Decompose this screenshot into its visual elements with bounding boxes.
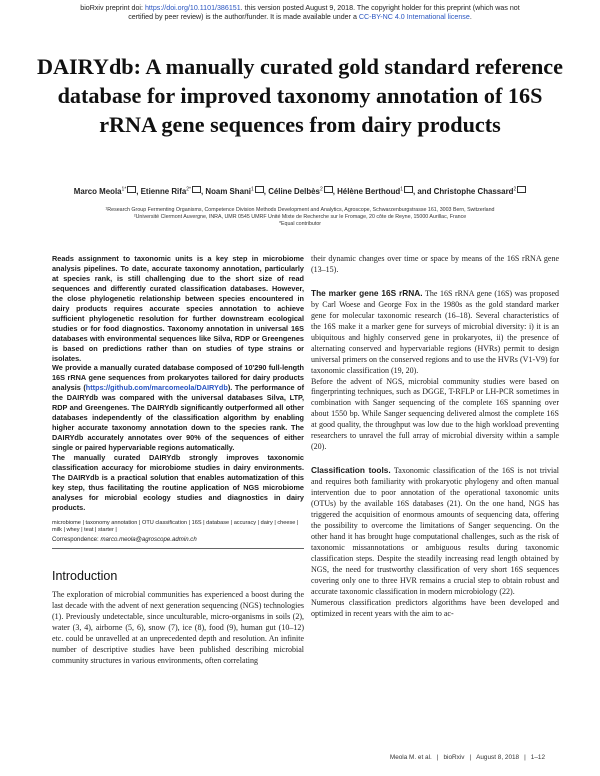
author: Noam Shani$^1$: [205, 187, 263, 196]
equal-contributor-note: *Equal contributor: [278, 220, 322, 227]
preprint-notice: [80, 4, 520, 23]
affiliations: [40, 207, 560, 228]
page-footer: Meola M. et al. | bioRxiv | August 8, 2018 | 1–12: [389, 754, 545, 761]
affiliation: ²Université Clermont Auvergne, INRA, UMR 0545 UMRF Unité Mixte de Recherche sur le Fromage, 20 côte de Reyne, 15000 Aurillac, France: [133, 213, 467, 220]
email-icon[interactable]: [324, 186, 333, 193]
license-link[interactable]: CC-BY-NC 4.0 International license: [358, 13, 470, 22]
abstract-paragraph: We provide a manually curated database composed of 10'290 full-length 16S rRNA gene sequences from prokaryotes tailored for dairy products analysis (https://github.com/marcomeola/DAIRYdb). The performance of the DAIRYdb was compared with the universal databases Silva, LTP, RDP and Greengenes. The DAIRYdb significantly outperformed all other databases independently of the classification algorithm by enabling higher accurate taxonomy annotation down to the species rank. The DAIRYdb accurately annotates over 90% of the sequences of either single or paired hypervariable regions automatically.: [52, 363, 304, 453]
email-icon[interactable]: [192, 186, 201, 193]
doi-link[interactable]: https://doi.org/10.1101/386151: [144, 4, 241, 12]
page-number: 1–12: [530, 754, 545, 761]
affiliation: ¹Research Group Fermenting Organisms, Competence Division Methods Development and Analytics, Agroscope, Schwarzenburgstrasse 161, 3003 Bern, Switzerland: [105, 207, 495, 213]
correspondence: Correspondence: marco.meola@agroscope.admin.ch: [52, 535, 197, 543]
email-icon[interactable]: [517, 186, 526, 193]
body-paragraph: their dynamic changes over time or space by means of the 16S rRNA gene (13–15).: [311, 254, 559, 274]
author: Etienne Rifa$^{2*}$: [141, 187, 201, 196]
preprint-prefix: bioRxiv preprint doi:: [80, 4, 145, 12]
keywords: microbiome | taxonomy annotation | OTU classification | 16S | database | accuracy | dairy | cheese | milk | whey | teat | starter |: [52, 519, 299, 534]
right-column: [311, 254, 559, 620]
body-paragraph: Numerous classification predictors algorithms have been developed and optimized in recent years with the aim to ac-: [311, 597, 559, 618]
authors-and: and: [417, 187, 432, 196]
author: Christophe Chassard$^2$: [434, 187, 527, 196]
footer-author: Meola M. et al.: [389, 754, 432, 761]
abstract-paragraph: The manually curated DAIRYdb strongly improves taxonomic classification accuracy for microbiome studies in dairy environments. The DAIRYdb is a practical solution that enables automatization of this key step, thus facilitating the routine application of NGS microbiome analyses for microbial ecology studies and diagnostics in dairy products.: [52, 453, 304, 512]
paper-title: DAIRYdb: A manually curated gold standard reference database for improved taxonomy annotation of 16S rRNA gene sequences from dairy products: [37, 54, 563, 137]
body-paragraph: Classification tools. Taxonomic classification of the 16S is not trivial and requires both familiarity with prokaryotic phylogeny and often manual intervention due to poor annotation of the operational taxonomic units (OTUs) by the available 16S databases (21). On the one hand, NGS has triggered the acquisition of enormous amounts of sequencing data, offering the possibility to overcome the limitations of Sanger sequencing. On the other hand it has brought huge computational challenges, such as the risk of taxonomic missannotations or ambiguous results during taxonomic classification steps. Despite the steadily increasing read length obtained by NGS, the need for trustworthy classification of very short 16S sequences covering only one to three HVR remains a crucial step to obtain robust and accurate taxonomic classification in modern microbiology (22).: [311, 465, 560, 596]
footer-server: bioRxiv: [443, 754, 465, 761]
body-paragraph: The marker gene 16S rRNA. The 16S rRNA gene (16S) was proposed by Carl Woese and George Fox in the 1980s as the gold standard marker gene for molecular taxonomic research (16–18). Several characteristics of the 16S make it a marker gene for surveys of microbial diversity: i) it is an ubiquitous and highly conserved gene in prokaryotes, ii) the presence of alternating conserved and hypervariable regions (HVRs) permit to design universal primers on the conserved regions and to use the HVRs (V1-V9) for taxonomic classification (19, 20).: [311, 287, 559, 375]
author: Hélène Berthoud$^1$: [337, 187, 413, 196]
divider: [52, 548, 304, 549]
email-icon[interactable]: [127, 186, 136, 193]
github-link[interactable]: https://github.com/marcomeola/DAIRYdb: [85, 383, 228, 393]
abstract-paragraph: Reads assignment to taxonomic units is a key step in microbiome analysis pipelines. To date, accurate taxonomy annotation, particularly at species rank, is still challenging due to the short size of read sequences and differently curated classification databases. However, the close phylogenetic relationship between species encountered in dairy products requires accurate species annotation to achieve sufficient phylogenetic resolution for further downstream ecological studies or for food diagnostics. Taxonomy annotation in universal 16S databases with environmental sequences like Silva, RDP or Greengenes is based on predictions rather than on studies of type strains or isolates.: [52, 254, 304, 363]
author: Céline Delbès$^2$: [268, 187, 333, 196]
correspondence-email[interactable]: marco.meola@agroscope.admin.ch: [100, 535, 197, 543]
preprint-suffix: .: [469, 13, 472, 22]
abstract: [52, 254, 304, 513]
section-heading-introduction: Introduction: [52, 569, 118, 583]
runin-heading: Classification tools.: [311, 465, 391, 476]
left-column: [52, 254, 304, 667]
email-icon[interactable]: [255, 186, 264, 193]
author-list: Marco Meola$^{1*}$ , Etienne Rifa$^{2*}$ , Noam Shani$^1$ , Céline Delbès$^2$ , Hélène Berthoud$^1$ , and Christophe Chassard$^2$: [20, 186, 580, 196]
intro-paragraph: The exploration of microbial communities has experienced a boost during the last decade with the advent of next generation sequencing (NGS) technologies (1). Previously undetectable, since unculturable, micro-organisms in soils (2), water (3, 4), airborne (5, 6), snow (7), ice (8), food (9), human gut (10–12) etc. could be unravelled at an unprecedented depth and resolution. An infinite number of descriptive studies have been published describing microbial community structures in various environments, often correlating: [52, 589, 304, 665]
preprint-middle: . this version posted August 9, 2018. The copyright holder for this preprint (which was not certified by peer review) is the author/funder. It is made available under a: [128, 4, 520, 22]
body-paragraph: Before the advent of NGS, microbial community studies were based on fingerprinting techniques, such as DGGE, T-RFLP or LH-PCR sometimes in combination with Sanger sequencing of the complete 16S spanning over about 1550 bp. While Sanger sequencing delivered almost the complete 16S at good quality, the throughput was low due to the high workload preventing researchers to unravel the full array of microbial diversity within a sample (20).: [311, 376, 559, 452]
author: Marco Meola$^{1*}$: [74, 187, 137, 196]
runin-heading: The marker gene 16S rRNA.: [311, 287, 423, 298]
email-icon[interactable]: [404, 186, 413, 193]
footer-date: August 8, 2018: [476, 754, 520, 761]
